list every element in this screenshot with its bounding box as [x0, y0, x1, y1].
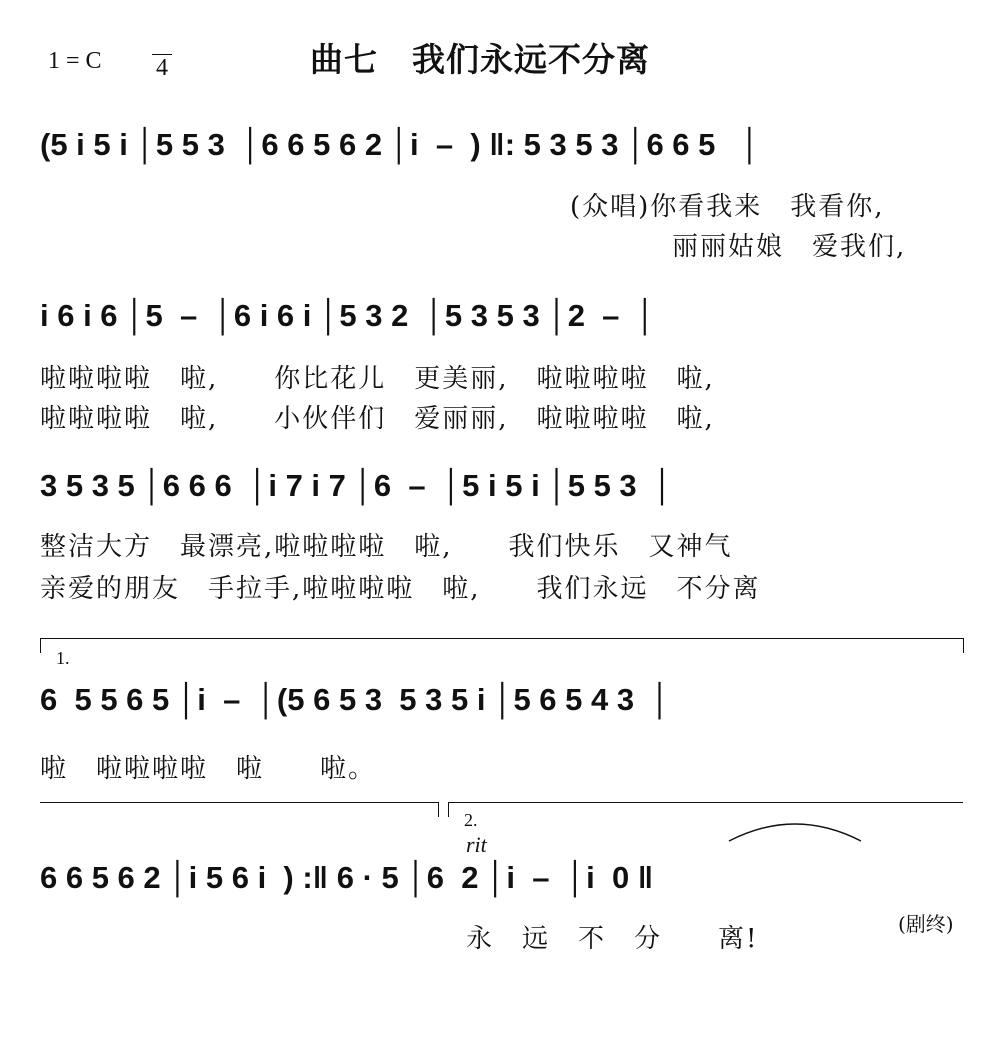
- lyrics-row-1-line-1: (众唱)你看我来 我看你,: [570, 192, 885, 222]
- volta-1-end-bracket: [40, 802, 439, 817]
- notation-row-2: i 6 i 6 │5 – │6 i 6 i │5 3 2 │5 3 5 3 │2 – │: [40, 298, 657, 333]
- slur-mark: [725, 815, 865, 845]
- volta-2-label: 2.: [464, 810, 478, 830]
- time-signature: 4: [152, 54, 172, 81]
- key-signature: 1 = C: [48, 48, 102, 74]
- volta-1-bracket: [40, 638, 964, 653]
- lyrics-row-2-line-1: 啦啦啦啦 啦, 你比花儿 更美丽, 啦啦啦啦 啦,: [40, 364, 715, 394]
- notation-row-1: (5 i 5 i │5 5 3 │6 6 5 6 2 │i – ) ‖: 5 3 5 3 │6 6 5 │: [40, 127, 761, 162]
- lyrics-row-5-line-1: 永 远 不 分 离!: [466, 924, 759, 954]
- page-title: 曲七 我们永远不分离: [310, 40, 650, 79]
- ritardando-mark: rit: [466, 832, 487, 857]
- end-text: (剧终): [898, 912, 954, 936]
- notation-row-4: 6 5 5 6 5 │i – │(5 6 5 3 5 3 5 i │5 6 5 4 3 │: [40, 682, 671, 717]
- lyrics-row-3-line-1: 整洁大方 最漂亮,啦啦啦啦 啦, 我们快乐 又神气: [40, 532, 733, 562]
- volta-2-bracket: [448, 802, 963, 817]
- notation-row-5: 6 6 5 6 2 │i 5 6 i ) :‖ 6 · 5 │6 2 │i – │i 0 ‖: [40, 860, 654, 895]
- volta-1-label: 1.: [56, 648, 70, 668]
- lyrics-row-1-line-2: 丽丽姑娘 爱我们,: [672, 232, 907, 262]
- lyrics-row-2-line-2: 啦啦啦啦 啦, 小伙伴们 爱丽丽, 啦啦啦啦 啦,: [40, 404, 715, 434]
- notation-row-3: 3 5 3 5 │6 6 6 │i 7 i 7 │6 – │5 i 5 i │5 5 3 │: [40, 468, 674, 503]
- lyrics-row-3-line-2: 亲爱的朋友 手拉手,啦啦啦啦 啦, 我们永远 不分离: [40, 574, 761, 604]
- lyrics-row-4-line-1: 啦 啦啦啦啦 啦 啦。: [40, 754, 377, 784]
